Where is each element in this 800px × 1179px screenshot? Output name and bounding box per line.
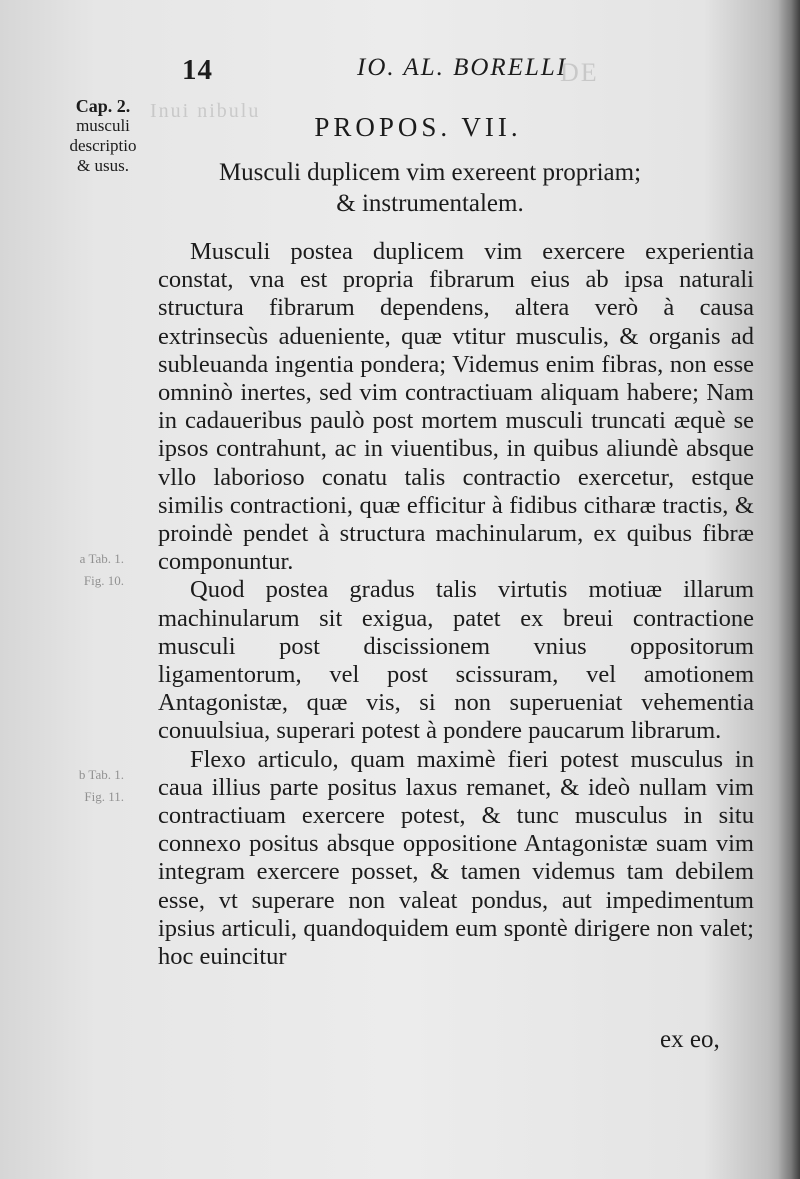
sidenote-line: Cap. 2.	[75, 96, 131, 116]
sidenote-line: musculi	[76, 116, 130, 135]
sidenote-line: descriptio	[69, 136, 137, 155]
paragraph: Musculi postea duplicem vim exercere experientia constat, vna est propria fibrarum eius ab ipsa naturali structura fibrarum dependens, altera verò à causa extrinsecùs adueniente, quæ vtitur musculis, & organis ad subleuanda ingentia pondera; Videmus enim fibras, non esse omninò inertes, sed vim contractiuam aliquam habere; Nam in cadaueribus paulò post mortem musculi truncati æquè se ipsos contrahunt, ac in viuentibus, in quibus aliundè absque vllo laborioso conatu talis contractio exercetur, estque similis contractioni, quæ efficitur à fidibus citharæ tractis, & proindè pendet à structura machinularum, ex quibus fibræ componuntur.	[158, 238, 754, 576]
page-number: 14	[182, 54, 213, 86]
figure-reference-line: a Tab. 1.	[79, 551, 124, 566]
catchword: ex eo,	[660, 1026, 720, 1053]
figure-reference	[64, 764, 124, 808]
proposition-subtitle-line: Musculi duplicem vim exereent propriam;	[218, 159, 642, 186]
figure-reference-line: Fig. 10.	[83, 573, 124, 588]
proposition-subtitle-line: & instrumentalem.	[336, 190, 524, 217]
running-head: IO. AL. BORELLI	[357, 54, 568, 81]
paragraph: Flexo articulo, quam maximè fieri potest musculus in caua illius parte positus laxus remanet, & ideò nullam vim contractiuam exercere potest, & tunc musculus in situ connexo positus absque oppositione Antagonistæ suam vim integram exercere posset, & tamen videmus tam debilem esse, vt superare non valeat pondus, aut impedimentum ipsius articuli, quandoquidem eum spontè dirigere non valet; hoc euincitur	[158, 745, 754, 971]
figure-reference-line: Fig. 11.	[84, 789, 124, 804]
figure-reference	[64, 548, 124, 592]
show-through-text: Inui nibulu	[150, 100, 261, 122]
sidenote-line: & usus.	[77, 156, 129, 175]
figure-reference-line: b Tab. 1.	[78, 767, 124, 782]
show-through-text: DE	[560, 58, 599, 87]
paragraph: Quod postea gradus talis virtutis motiuæ illarum machinularum sit exigua, patet ex breui contractione musculi post discissionem vnius oppositorum ligamentorum, vel post scissuram, vel amotionem Antagonistæ, quæ vis, si non superueniat vehementia conuulsiua, superari potest à pondere paucarum librarum.	[158, 576, 754, 745]
proposition-title: PROPOS. VII.	[314, 112, 522, 142]
running-header	[0, 52, 800, 92]
page-gutter-shadow	[778, 0, 800, 1179]
body-text	[158, 238, 754, 971]
